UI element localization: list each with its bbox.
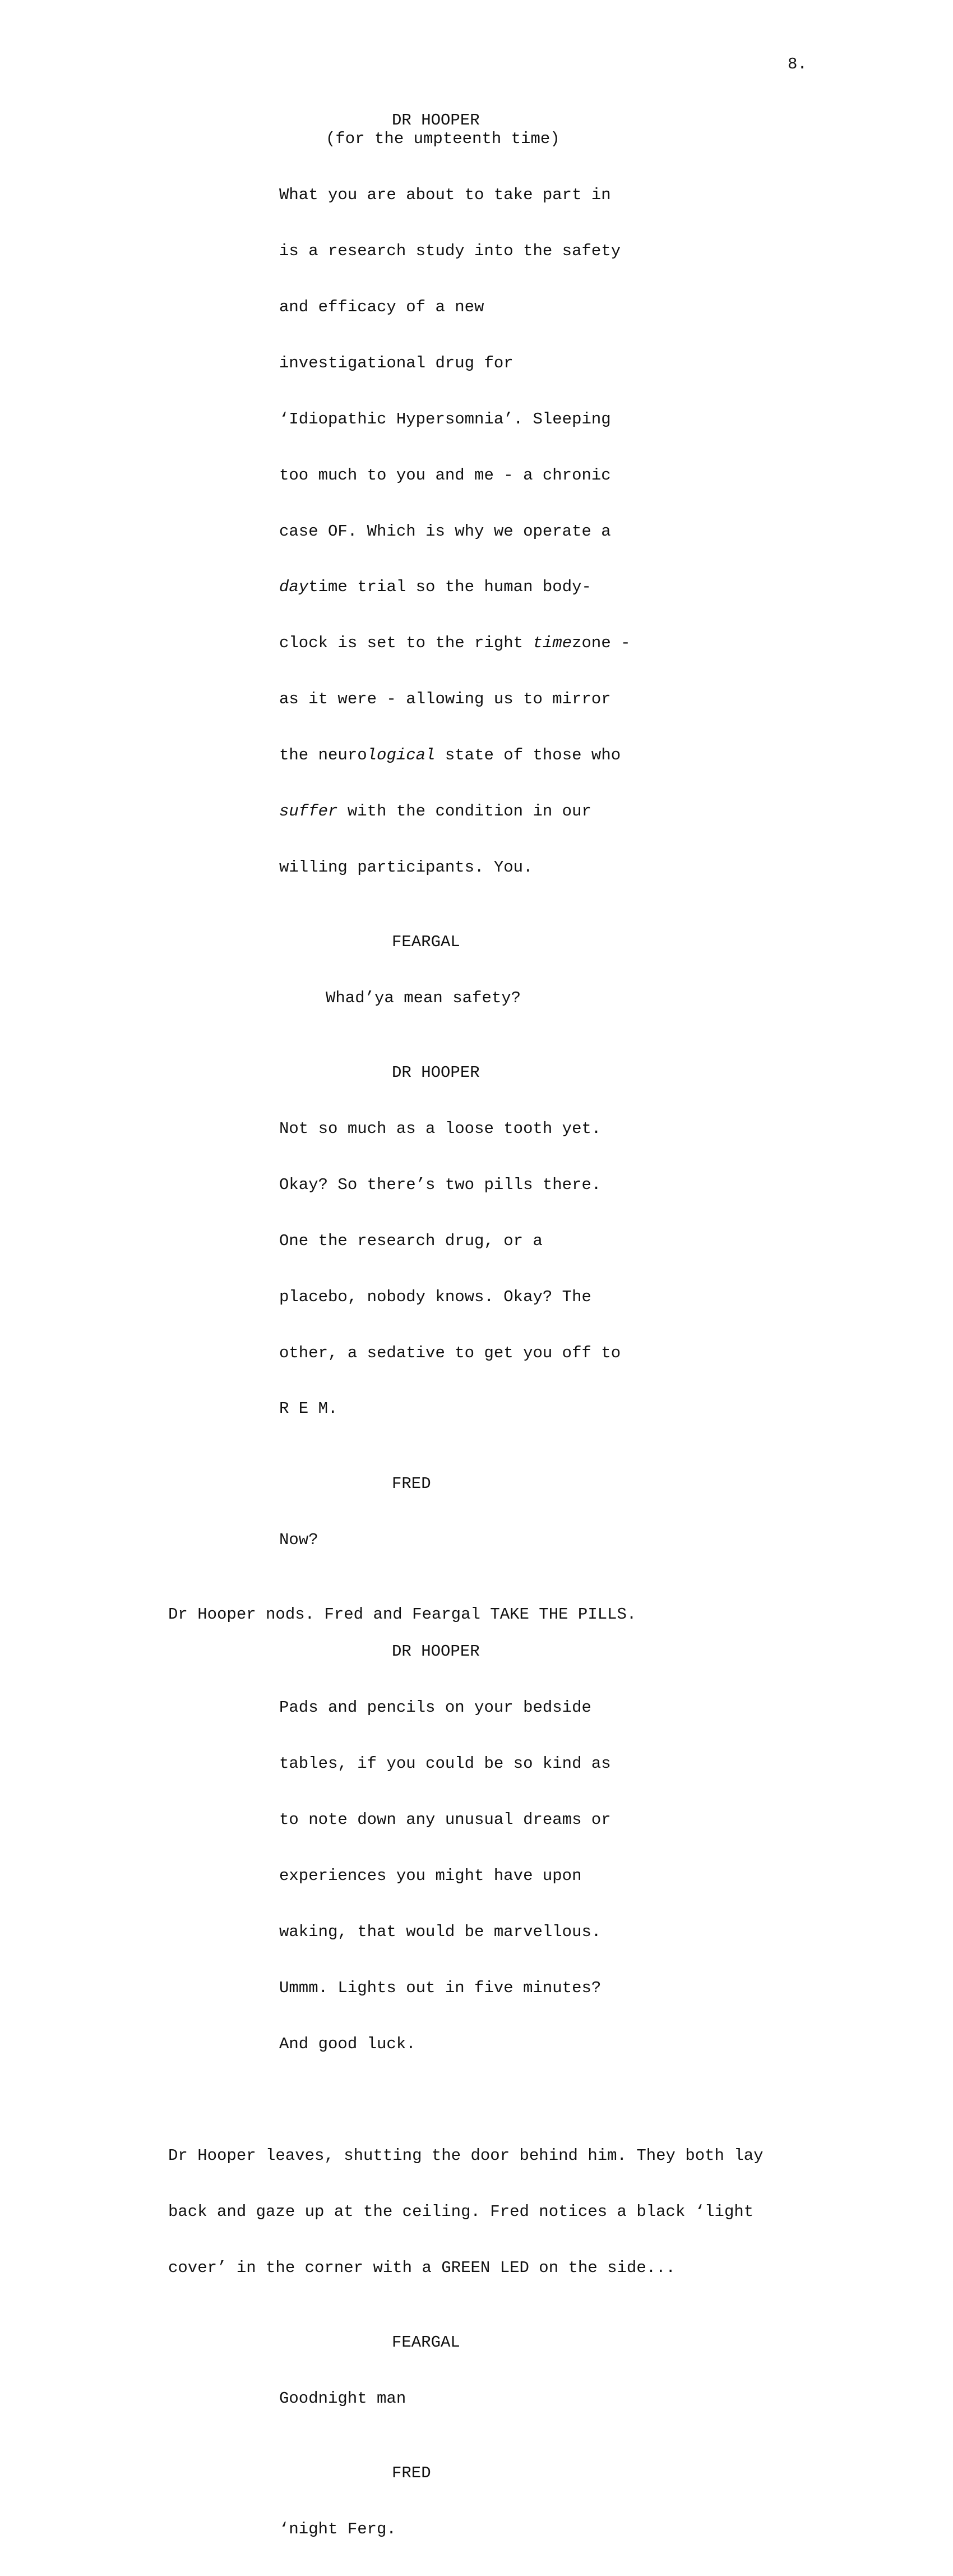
- dialogue-line: too much to you and me - a chronic: [279, 466, 611, 485]
- page-number: 8.: [788, 55, 807, 73]
- script-body: [0, 111, 953, 2576]
- emphasis: day: [279, 578, 309, 597]
- emphasis: logical: [367, 746, 436, 765]
- dialogue-line: ‘night Ferg.: [279, 2520, 396, 2539]
- dialogue-line: R E M.: [279, 1399, 338, 1418]
- dialogue-line: placebo, nobody knows. Okay? The: [279, 1287, 591, 1306]
- dialogue-text: [279, 2352, 683, 2445]
- dialogue-block-dr-hooper-1: [0, 111, 953, 914]
- dialogue-line: Okay? So there’s two pills there.: [279, 1175, 602, 1194]
- dialogue-line: suffer with the condition in our: [279, 801, 591, 821]
- dialogue-line: investigational drug for: [279, 353, 513, 372]
- dialogue-line: case OF. Which is why we operate a: [279, 522, 611, 541]
- character-name: FRED: [392, 2464, 431, 2483]
- dialogue-line: other, a sedative to get you off to: [279, 1343, 621, 1362]
- dialogue-line: And good luck.: [279, 2034, 416, 2053]
- action-line: Dr Hooper leaves, shutting the door behind him. They both lay: [168, 2146, 764, 2165]
- dialogue-block-feargal-1: [0, 933, 953, 1045]
- dialogue-block-dr-hooper-2: [0, 1063, 953, 1455]
- dialogue-line: the neurological state of those who: [279, 746, 621, 765]
- dialogue-text: [279, 1082, 683, 1455]
- dialogue-text: [279, 2483, 683, 2576]
- dialogue-line: daytime trial so the human body-: [279, 578, 591, 597]
- dialogue-line: tables, if you could be so kind as: [279, 1754, 611, 1773]
- dialogue-line: One the research drug, or a: [279, 1231, 543, 1250]
- dialogue-line: willing participants. You.: [279, 858, 533, 877]
- dialogue-line: Now?: [279, 1530, 318, 1549]
- action-line: cover’ in the corner with a GREEN LED on the side...: [168, 2259, 676, 2278]
- dialogue-line: Not so much as a loose tooth yet.: [279, 1119, 602, 1139]
- character-name: FEARGAL: [392, 933, 460, 952]
- emphasis: suffer: [279, 801, 338, 821]
- emphasis: time: [533, 634, 572, 653]
- dialogue-text: [279, 1661, 683, 2091]
- action-line: back and gaze up at the ceiling. Fred notices a black ‘light: [168, 2202, 754, 2222]
- dialogue-text: [326, 951, 729, 1044]
- dialogue-line: as it were - allowing us to mirror: [279, 690, 611, 709]
- dialogue-block-fred-1: [0, 1474, 953, 1587]
- dialogue-line: Ummm. Lights out in five minutes?: [279, 1978, 602, 1997]
- dialogue-block-dr-hooper-3: [0, 1642, 953, 2090]
- dialogue-line: experiences you might have upon: [279, 1866, 582, 1885]
- dialogue-text: [279, 1493, 683, 1586]
- dialogue-line: clock is set to the right timezone -: [279, 634, 631, 653]
- dialogue-line: What you are about to take part in: [279, 186, 611, 205]
- dialogue-line: ‘Idiopathic Hypersomnia’. Sleeping: [279, 409, 611, 428]
- dialogue-block-fred-2: [0, 2464, 953, 2576]
- dialogue-line: and efficacy of a new: [279, 297, 484, 316]
- character-name: DR HOOPER: [392, 1642, 480, 1661]
- dialogue-line: to note down any unusual dreams or: [279, 1810, 611, 1830]
- action-line: Dr Hooper nods. Fred and Feargal TAKE THE PILLS.: [168, 1605, 637, 1624]
- character-name: DR HOOPER: [392, 111, 480, 130]
- dialogue-line: waking, that would be marvellous.: [279, 1922, 602, 1941]
- dialogue-line: Whad’ya mean safety?: [326, 988, 521, 1007]
- parenthetical: (for the umpteenth time): [326, 130, 560, 149]
- dialogue-line: is a research study into the safety: [279, 242, 621, 261]
- action-paragraph: [168, 2109, 841, 2315]
- dialogue-block-feargal-2: [0, 2333, 953, 2445]
- dialogue-text: [279, 149, 683, 914]
- dialogue-line: Pads and pencils on your bedside: [279, 1698, 591, 1717]
- character-name: DR HOOPER: [392, 1063, 480, 1082]
- character-name: FEARGAL: [392, 2333, 460, 2352]
- character-name: FRED: [392, 1474, 431, 1493]
- dialogue-line: Goodnight man: [279, 2389, 406, 2408]
